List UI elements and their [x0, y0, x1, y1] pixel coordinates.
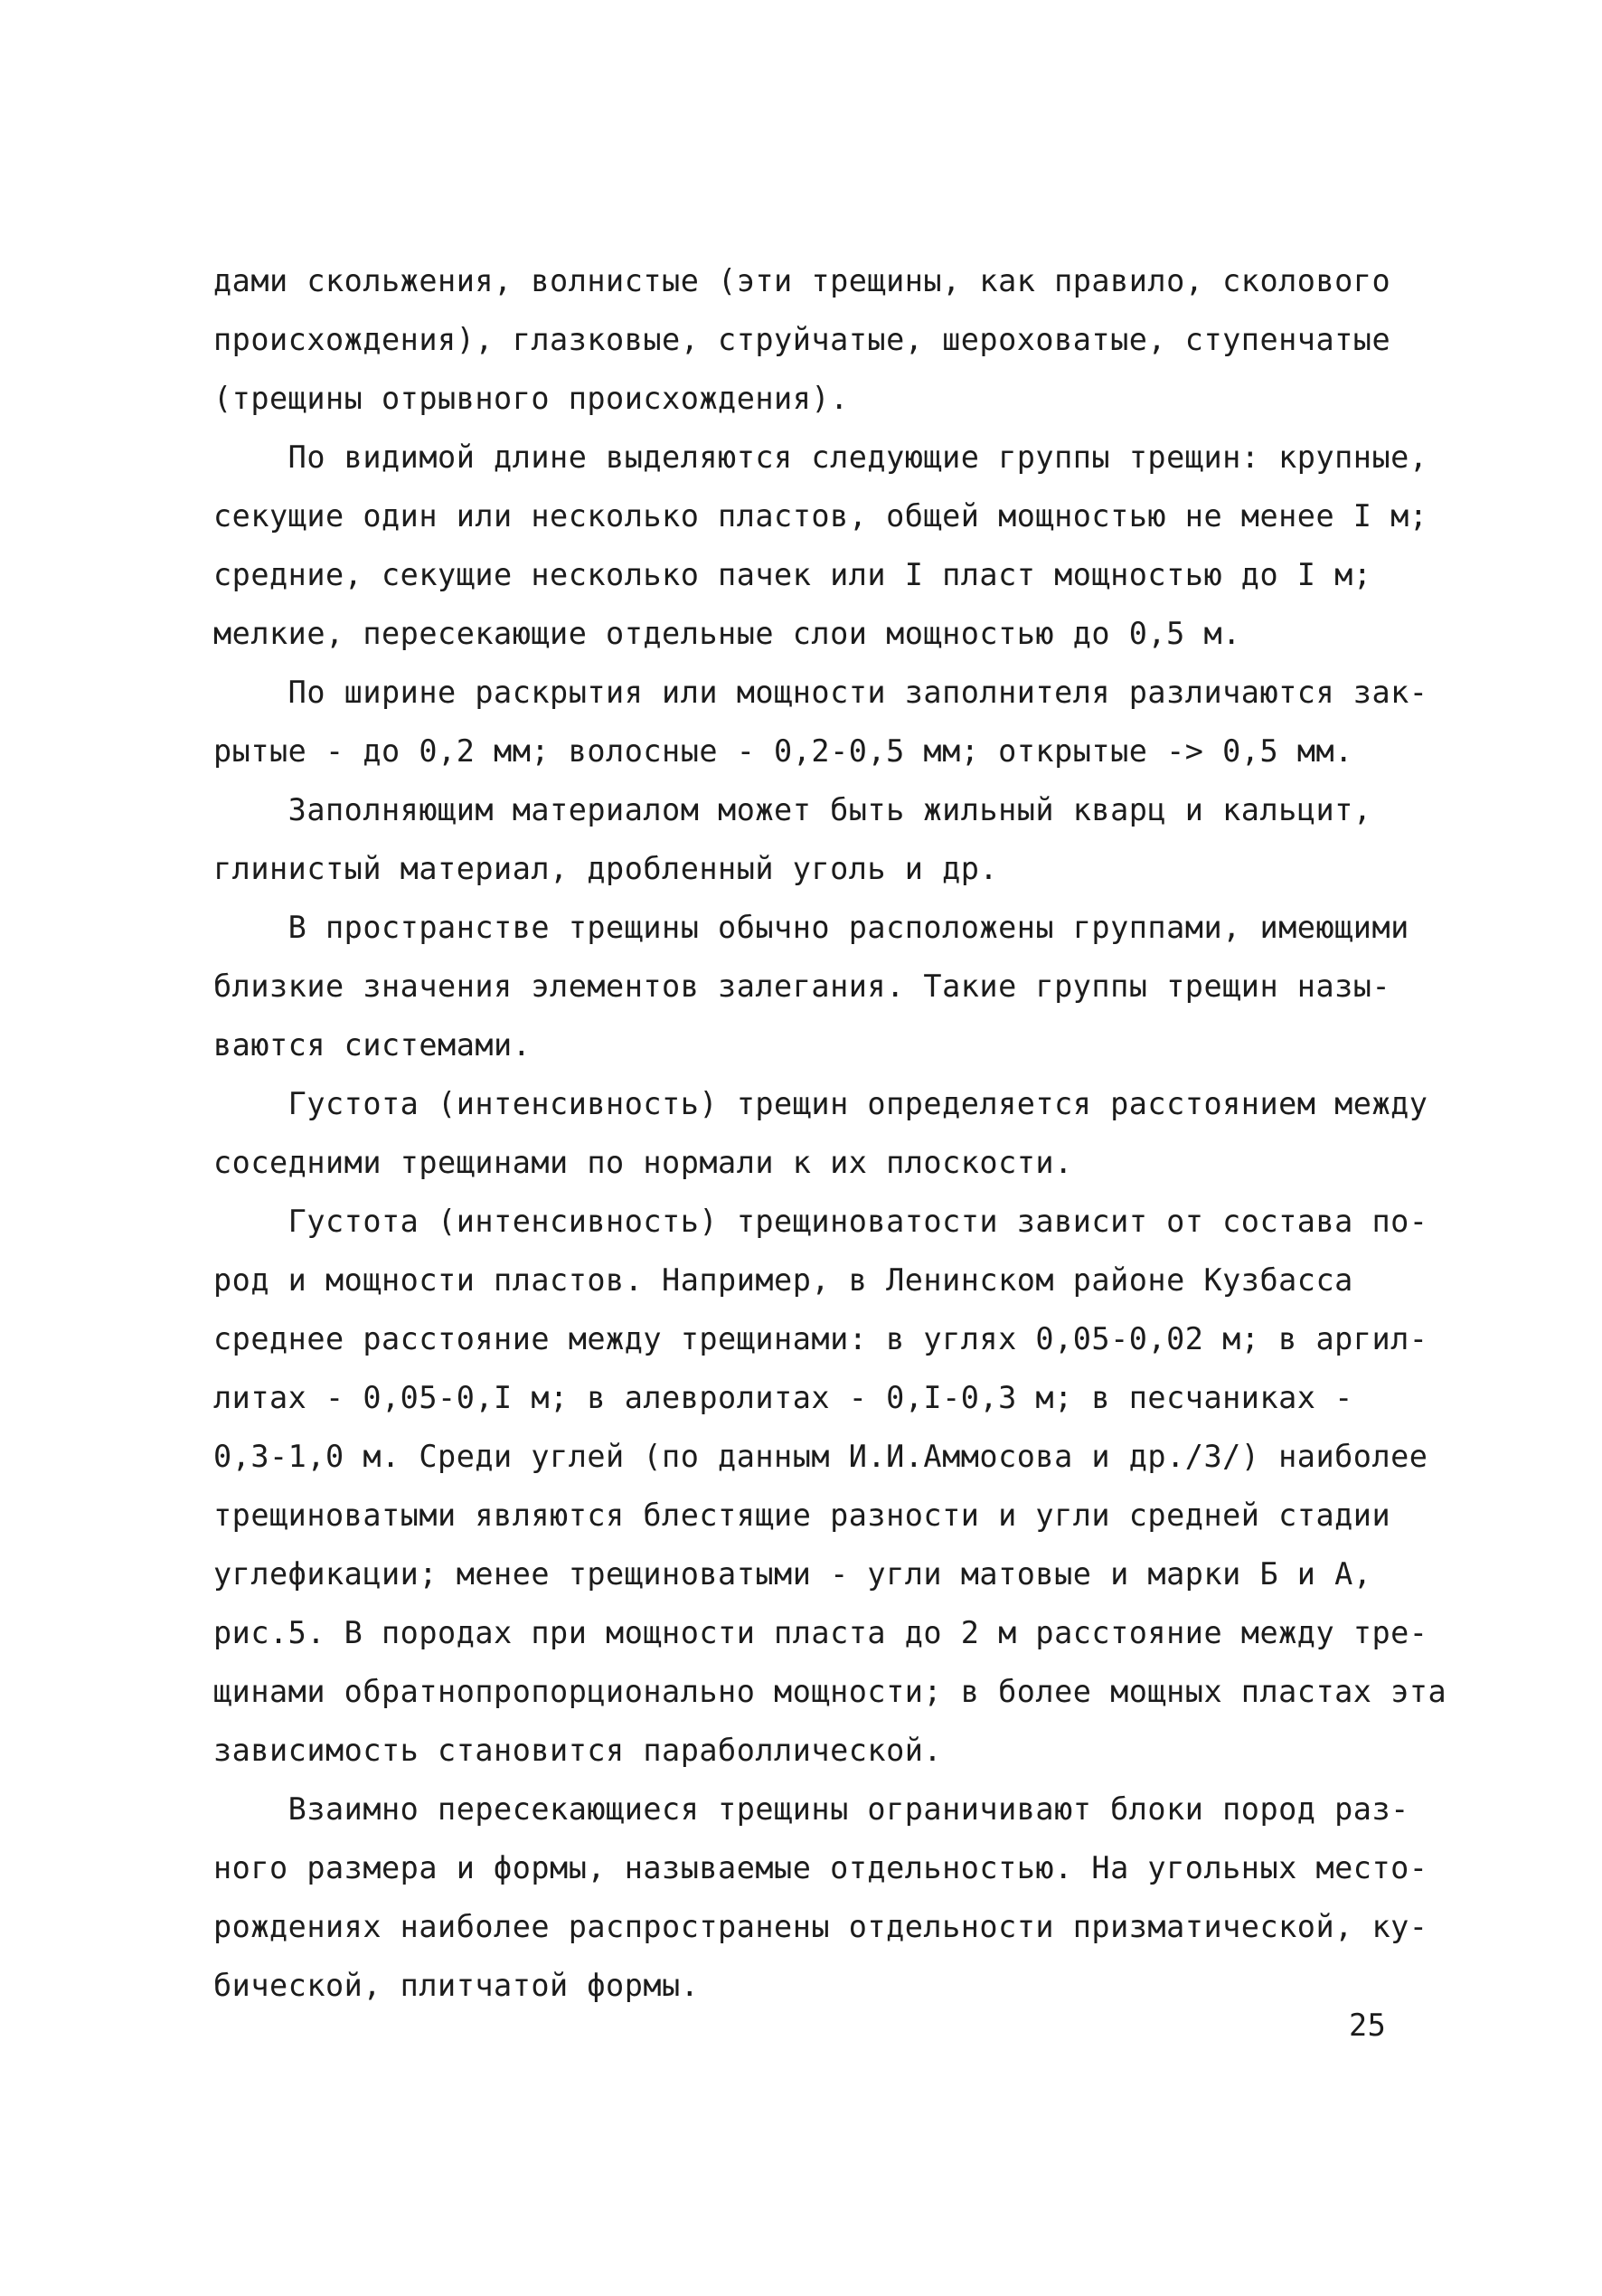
- text-line: средние, секущие несколько пачек или I пласт мощностью до I м;: [213, 557, 1372, 592]
- text-line: бической, плитчатой формы.: [213, 1968, 700, 2003]
- text-line: рытые - до 0,2 мм; волосные - 0,2-0,5 мм; открытые -> 0,5 мм.: [213, 733, 1353, 769]
- text-line: Густота (интенсивность) трещин определяется расстоянием между: [213, 1086, 1428, 1121]
- text-line: ваются системами.: [213, 1027, 532, 1063]
- text-line: глинистый материал, дробленный уголь и др.: [213, 851, 999, 886]
- text-line: 0,3-1,0 м. Среди углей (по данным И.И.Аммосова и др./3/) наиболее: [213, 1439, 1428, 1474]
- text-line: По видимой длине выделяются следующие группы трещин: крупные,: [213, 439, 1428, 475]
- text-line: щинами обратнопропорционально мощности; в более мощных пластах эта: [213, 1674, 1447, 1709]
- text-line: В пространстве трещины обычно расположены группами, имеющими: [213, 910, 1409, 945]
- text-line: По ширине раскрытия или мощности заполнителя различаются зак-: [213, 675, 1428, 710]
- text-line: зависимость становится параболлической.: [213, 1733, 943, 1768]
- text-line: соседними трещинами по нормали к их плоскости.: [213, 1145, 1073, 1180]
- text-line: происхождения), глазковые, струйчатые, шероховатые, ступенчатые: [213, 322, 1391, 357]
- text-line: рождениях наиболее распространены отдельности призматической, ку-: [213, 1909, 1428, 1944]
- text-line: род и мощности пластов. Например, в Ленинском районе Кузбасса: [213, 1262, 1353, 1298]
- text-line: секущие один или несколько пластов, общей мощностью не менее I м;: [213, 498, 1428, 534]
- text-line: близкие значения элементов залегания. Такие группы трещин назы-: [213, 968, 1391, 1004]
- body-text: [213, 251, 1447, 2015]
- text-line: дами скольжения, волнистые (эти трещины, как правило, сколового: [213, 263, 1391, 298]
- text-line: трещиноватыми являются блестящие разности и угли средней стадии: [213, 1498, 1391, 1533]
- text-line: Густота (интенсивность) трещиноватости зависит от состава по-: [213, 1204, 1428, 1239]
- text-line: (трещины отрывного происхождения).: [213, 381, 849, 416]
- text-line: Взаимно пересекающиеся трещины ограничивают блоки пород раз-: [213, 1791, 1409, 1827]
- text-line: рис.5. В породах при мощности пласта до 2 м расстояние между тре-: [213, 1615, 1428, 1650]
- text-line: литах - 0,05-0,I м; в алевролитах - 0,I-0,3 м; в песчаниках -: [213, 1380, 1353, 1415]
- text-line: ного размера и формы, называемые отдельностью. На угольных место-: [213, 1850, 1428, 1885]
- text-line: мелкие, пересекающие отдельные слои мощностью до 0,5 м.: [213, 616, 1241, 651]
- page-number: 25: [1349, 2008, 1387, 2043]
- text-line: Заполняющим материалом может быть жильный кварц и кальцит,: [213, 792, 1372, 827]
- text-line: среднее расстояние между трещинами: в углях 0,05-0,02 м; в аргил-: [213, 1321, 1428, 1356]
- text-line: углефикации; менее трещиноватыми - угли матовые и марки Б и А,: [213, 1556, 1372, 1592]
